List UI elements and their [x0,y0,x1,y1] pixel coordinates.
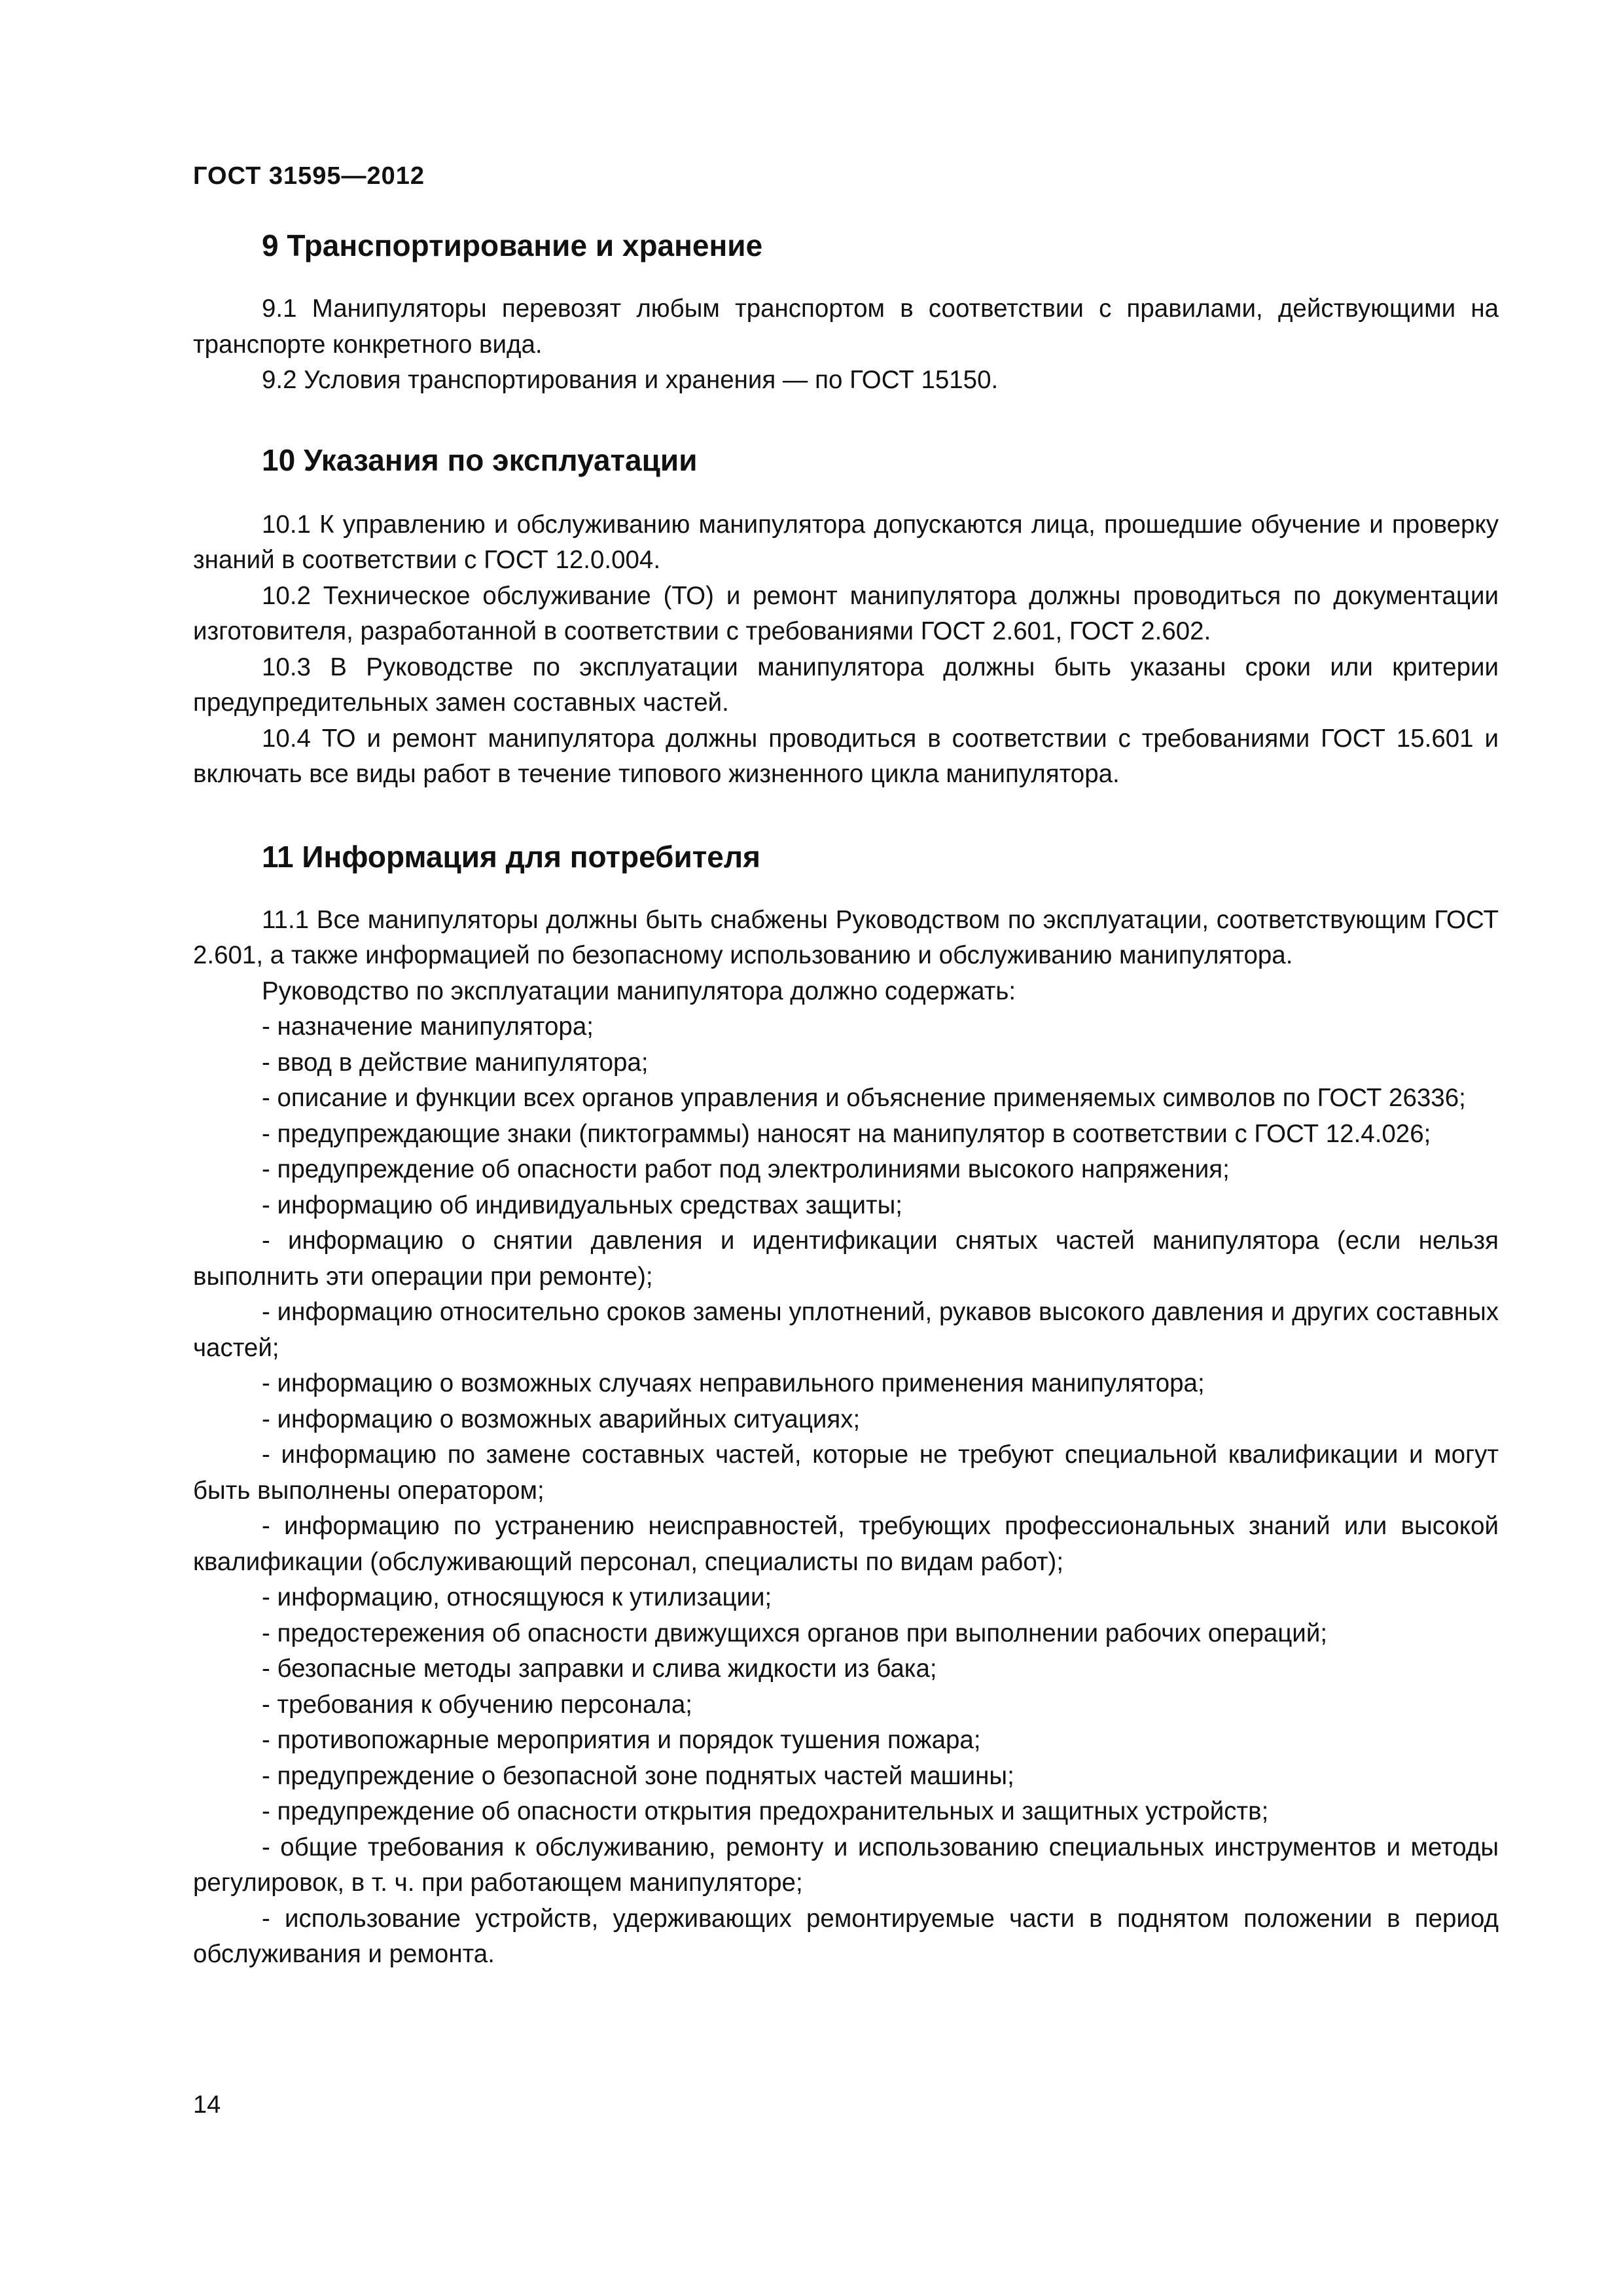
list-item: - ввод в действие манипулятора; [262,1048,649,1077]
list-item: - общие требования к обслуживанию, ремонту и использованию специальных инструментов и методы регулировок, в т. ч. при работающем манипуляторе; [193,1833,1499,1897]
paragraph-10-2: 10.2 Техническое обслуживание (ТО) и ремонт манипулятора должны проводиться по документации изготовителя, разработанной в соответствии с требованиями ГОСТ 2.601, ГОСТ 2.602. [193,581,1499,645]
document-body [193,226,1499,1973]
list-item: - противопожарные мероприятия и порядок тушения пожара; [262,1726,981,1754]
section-9-title: 9 Транспортирование и хранение [262,228,763,262]
list-item: - назначение манипулятора; [262,1013,594,1041]
manual-contents-intro: Руководство по эксплуатации манипулятора должно содержать: [262,977,1016,1005]
paragraph-10-4: 10.4 ТО и ремонт манипулятора должны проводиться в соответствии с требованиями ГОСТ 15.601 и включать все виды работ в течение типового жизненного цикла манипулятора. [193,724,1499,788]
paragraph-10-3: 10.3 В Руководстве по эксплуатации манипулятора должны быть указаны сроки или критерии предупредительных замен составных частей. [193,653,1499,717]
section-10-title: 10 Указания по эксплуатации [262,442,698,477]
list-item: - информацию относительно сроков замены уплотнений, рукавов высокого давления и других составных частей; [193,1298,1499,1362]
document-header: ГОСТ 31595—2012 [193,162,425,190]
paragraph-9-1: 9.1 Манипуляторы перевозят любым транспортом в соответствии с правилами, действующими на транспорте конкретного вида. [193,295,1499,359]
list-item: - предупреждение об опасности работ под электролиниями высокого напряжения; [262,1155,1230,1183]
section-11-title: 11 Информация для потребителя [262,839,760,874]
list-item: - информацию по замене составных частей, которые не требуют специальной квалификации и могут быть выполнены оператором; [193,1441,1499,1505]
paragraph-10-1: 10.1 К управлению и обслуживанию манипулятора допускаются лица, прошедшие обучение и проверку знаний в соответствии с ГОСТ 12.0.004. [193,510,1499,574]
list-item: - информацию о возможных случаях неправильного применения манипулятора; [262,1369,1205,1397]
list-item: - предостережения об опасности движущихся органов при выполнении рабочих операций; [262,1619,1328,1647]
list-item: - предупреждающие знаки (пиктограммы) наносят на манипулятор в соответствии с ГОСТ 12.4.026; [262,1119,1431,1148]
list-item: - описание и функции всех органов управления и объяснение применяемых символов по ГОСТ 26336; [262,1084,1466,1112]
list-item: - требования к обучению персонала; [262,1690,692,1719]
page-number: 14 [193,2091,221,2119]
list-item: - предупреждение об опасности открытия предохранительных и защитных устройств; [262,1797,1269,1825]
list-item: - использование устройств, удерживающих ремонтируемые части в поднятом положении в период обслуживания и ремонта. [193,1904,1499,1968]
paragraph-9-2: 9.2 Условия транспортирования и хранения — по ГОСТ 15150. [262,366,999,394]
list-item: - предупреждение о безопасной зоне поднятых частей машины; [262,1761,1014,1790]
paragraph-11-1: 11.1 Все манипуляторы должны быть снабжены Руководством по эксплуатации, соответствующим ГОСТ 2.601, а также информацией по безопасному использованию и обслуживанию манипулятора. [193,905,1499,969]
list-item: - информацию о возможных аварийных ситуациях; [262,1405,861,1433]
list-item: - информацию о снятии давления и идентификации снятых частей манипулятора (если нельзя выполнить эти операции при ремонте); [193,1227,1499,1291]
list-item: - безопасные методы заправки и слива жидкости из бака; [262,1655,937,1683]
list-item: - информацию, относящуюся к утилизации; [262,1583,772,1611]
list-item: - информацию по устранению неисправностей, требующих профессиональных знаний или высокой квалификации (обслуживающий персонал, специалисты по видам работ); [193,1512,1499,1576]
list-item: - информацию об индивидуальных средствах защиты; [262,1191,902,1219]
